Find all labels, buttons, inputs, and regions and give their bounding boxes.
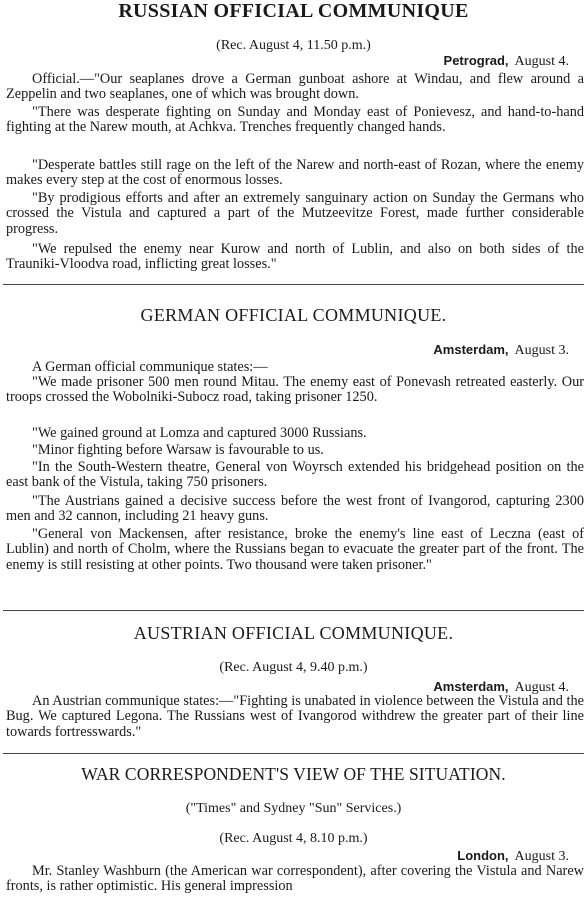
german-communique-heading: GERMAN OFFICIAL COMMUNIQUE. [140,305,447,325]
russian-received-time: (Rec. August 4, 11.50 p.m.) [216,38,371,53]
russian-dateline [444,53,569,70]
austrian-dateline-place: Amsterdam, [433,679,509,694]
correspondent-dateline-date: August 3. [514,849,569,864]
correspondent-services-credit: ("Times" and Sydney "Sun" Services.) [185,801,402,816]
german-paragraph: "In the South-Western theatre, General von Woyrsch extended his bridgehead position on the east bank of the Vistula, taking 750 prisoners. [6,459,584,491]
german-dateline-place: Amsterdam, [433,342,509,357]
german-paragraph: A German official communique states:— [32,359,268,375]
russian-paragraph: "We repulsed the enemy near Kurow and north of Lublin, and also on both sides of the Trauniki-Vloodva road, inflicting great losses." [6,241,584,273]
section-divider [3,753,584,754]
german-paragraph: "We gained ground at Lomza and captured 3000 Russians. [32,425,367,441]
german-paragraph: "General von Mackensen, after resistance, broke the enemy's line east of Leczna (east of Lublin) and north of Cholm, where the Russians began to evacuate the greater part of the front. The enemy is still resisting at other points. Two thousand were taken prisoner." [6,526,584,573]
correspondent-view-heading: WAR CORRESPONDENT'S VIEW OF THE SITUATION. [81,764,506,784]
austrian-dateline-date: August 4. [514,680,569,695]
german-paragraph: "Minor fighting before Warsaw is favourable to us. [32,442,324,458]
german-paragraph: "The Austrians gained a decisive success before the west front of Ivangorod, capturing 2300 men and 32 cannon, including 21 heavy guns. [6,493,584,525]
german-dateline-date: August 3. [514,343,569,358]
correspondent-dateline-place: London, [457,848,509,863]
german-paragraph: "We made prisoner 500 men round Mitau. The enemy east of Ponevash retreated easterly. Our troops crossed the Wobolniki-Subocz road, taking prisoner 1250. [6,374,584,406]
section-divider [3,610,584,611]
austrian-received-time: (Rec. August 4, 9.40 p.m.) [219,660,368,675]
russian-dateline-place: Petrograd, [443,53,509,68]
correspondent-paragraph: Mr. Stanley Washburn (the American war correspondent), after covering the Vistula and Narew fronts, is rather optimistic. His general impression [6,863,584,895]
austrian-paragraph: An Austrian communique states:—"Fighting is unabated in violence between the Vistula and the Bug. We captured Legona. The Russians west of Ivangorod withdrew the greater part of their line towards fortresswards." [6,693,584,740]
austrian-communique-heading: AUSTRIAN OFFICIAL COMMUNIQUE. [133,623,454,643]
section-divider [3,284,584,285]
russian-dateline-date: August 4. [514,54,569,69]
russian-communique-heading: RUSSIAN OFFICIAL COMMUNIQUE [118,0,469,22]
german-dateline [433,342,569,359]
russian-paragraph: Official.—"Our seaplanes drove a German gunboat ashore at Windau, and flew around a Zeppelin and two seaplanes, one of which was brought down. [6,71,584,103]
russian-paragraph: "Desperate battles still rage on the left of the Narew and north-east of Rozan, where the enemy makes every step at the cost of enormous losses. [6,157,584,189]
russian-paragraph: "By prodigious efforts and after an extremely sanguinary action on Sunday the Germans who crossed the Vistula and captured a part of the Mutzeevitze Forest, made further considerable progress. [6,190,584,237]
russian-paragraph: "There was desperate fighting on Sunday and Monday east of Ponievesz, and hand-to-hand fighting at the Narew mouth, at Achkva. Trenches frequently changed hands. [6,104,584,136]
correspondent-received-time: (Rec. August 4, 8.10 p.m.) [219,831,368,846]
